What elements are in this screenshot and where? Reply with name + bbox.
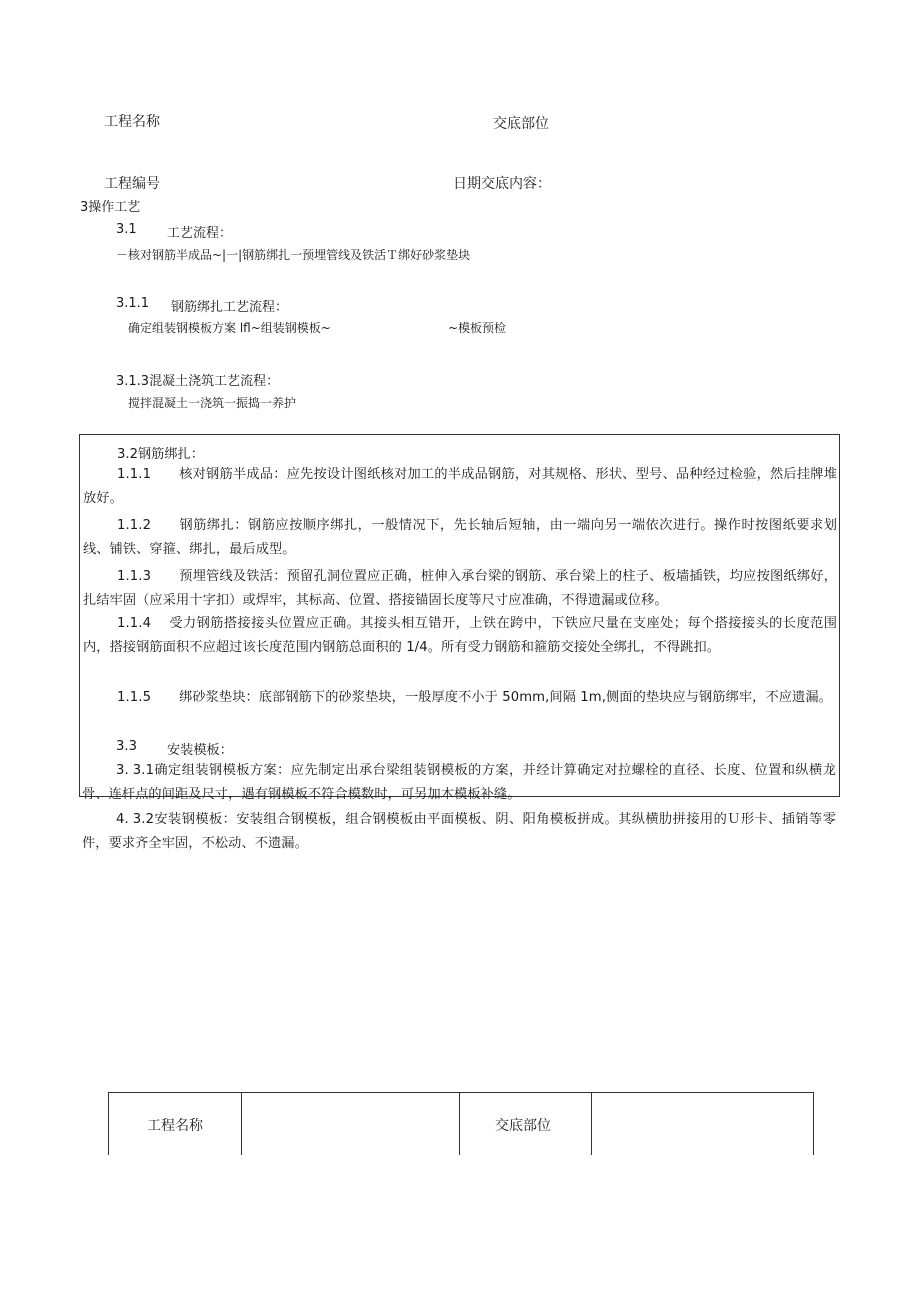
process-flow-text: －核对钢筋半成品~|一|钢筋绑扎一预埋管线及铁活Ｔ绑好砂浆垫块 bbox=[116, 248, 471, 262]
paragraph-text: 核对钢筋半成品：应先按设计图纸核对加工的半成品钢筋，对其规格、形状、型号、品种经过检验，然后挂牌堆放好。 bbox=[83, 467, 837, 506]
paragraph-text: 受力钢筋搭接接头位置应正确。其接头相互错开，上铁在跨中，下铁应尺量在支座处；每个搭接接头的长度范围内，搭接钢筋面积不应超过该长度范围内钢筋总面积的 1/4。所有受力钢筋和箍筋交接处全绑扎，不得跳扣。 bbox=[83, 616, 837, 655]
concrete-flow-text: 搅拌混凝土一浇筑一振捣一养护 bbox=[128, 396, 297, 410]
section-3-2-title: 3.2钢筋绑扎： bbox=[117, 447, 204, 462]
paragraph-number: 1.1.4 bbox=[117, 616, 152, 631]
paragraph-text: 3.1确定组装钢模板方案：应先制定出承台梁组装钢模板的方案，并经计算确定对拉螺栓的直径、长度、位置和纵横龙骨、连杆点的间距及尺寸，遇有钢模板不符合模数时，可另加木模板补缝。 bbox=[82, 763, 836, 802]
table-project-name-label: 工程名称 bbox=[147, 1118, 203, 1134]
paragraph-number: 4. bbox=[116, 812, 129, 827]
table-handover-part-label: 交底部位 bbox=[495, 1118, 551, 1134]
paragraph-number: 1.1.3 bbox=[117, 569, 152, 584]
section-3-1-1-number: 3.1.1 bbox=[116, 296, 150, 311]
handover-part-label: 交底部位 bbox=[493, 116, 549, 132]
paragraph-1-1-3 bbox=[80, 565, 841, 612]
section-3-3-number: 3.3 bbox=[116, 739, 137, 754]
section-3-1-title: 工艺流程： bbox=[167, 226, 233, 241]
section-3-1-number: 3.1 bbox=[116, 222, 137, 237]
section-3-1-3-title: 3.1.3混凝土浇筑工艺流程： bbox=[116, 374, 280, 389]
rebar-flow-text-b: ~模板预检 bbox=[448, 321, 507, 335]
paragraph-text: 钢筋绑扎：钢筋应按顺序绑扎，一般情况下，先长轴后短轴，由一端向另一端依次进行。操作时按图纸要求划线、铺铁、穿箍、绑扎，最后成型。 bbox=[83, 518, 837, 557]
table-divider bbox=[241, 1093, 242, 1155]
paragraph-1-1-1 bbox=[80, 463, 841, 510]
section-3-3-title: 安装模板： bbox=[167, 743, 233, 758]
paragraph-1-1-2 bbox=[80, 514, 841, 561]
paragraph-1-1-5 bbox=[80, 686, 841, 710]
paragraph-number: 1.1.2 bbox=[117, 518, 152, 533]
bottom-table bbox=[108, 1092, 814, 1155]
paragraph-3-3-2 bbox=[79, 808, 840, 855]
paragraph-number: 1.1.1 bbox=[117, 467, 152, 482]
project-name-label: 工程名称 bbox=[104, 114, 160, 130]
date-content-label: 日期交底内容： bbox=[453, 176, 551, 192]
table-divider bbox=[591, 1093, 592, 1155]
paragraph-text: 预埋管线及铁活：预留孔洞位置应正确，桩伸入承台梁的钢筋、承台梁上的柱子、板墙插铁，均应按图纸绑好，扎结牢固（应采用十字扣）或焊牢，其标高、位置、搭接锚固长度等尺寸应准确，不得遗漏或位移。 bbox=[83, 569, 837, 608]
section-3-title: 3操作工艺 bbox=[80, 200, 141, 215]
table-divider bbox=[459, 1093, 460, 1155]
project-number-label: 工程编号 bbox=[104, 176, 160, 192]
paragraph-text: 3.2安装钢模板：安装组合钢模板，组合钢模板由平面模板、阴、阳角模板拼成。其纵横肋拼接用的Ｕ形卡、插销等零件，要求齐全牢固，不松动、不遗漏。 bbox=[82, 812, 836, 851]
paragraph-number: 3. bbox=[116, 763, 129, 778]
section-3-1-1-title: 钢筋绑扎工艺流程： bbox=[171, 300, 289, 315]
paragraph-3-3-1 bbox=[79, 759, 840, 806]
paragraph-1-1-4 bbox=[80, 612, 841, 659]
paragraph-number: 1.1.5 bbox=[117, 690, 152, 705]
paragraph-text: 绑砂浆垫块：底部钢筋下的砂浆垫块，一般厚度不小于 50mm,间隔 1m,侧面的垫块应与钢筋绑牢，不应遗漏。 bbox=[179, 690, 832, 705]
rebar-flow-text-a: 确定组装钢模板方案 lfl~组装钢模板~ bbox=[128, 321, 331, 335]
